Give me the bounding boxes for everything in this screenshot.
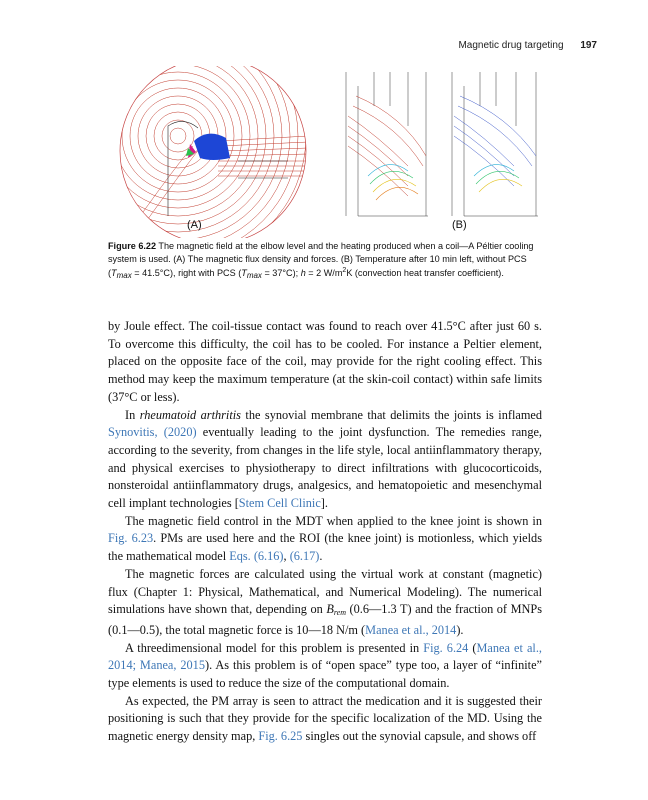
caption-subscript: max (246, 271, 262, 281)
equation-link[interactable]: Eqs. (6.16) (229, 549, 284, 564)
text-run: ). (456, 622, 464, 637)
paragraph-1: by Joule effect. The coil-tissue contact was found to reach over 41.5°C after just 60 s. To overcome this difficulty, the coil has to be cooled. For instance a Peltier element, placed on the opposite face of the coil, may provide for the right cooling effect. This method may keep the maximum temperature (at the skin-coil contact) within safe limits (37°C or less). (108, 319, 542, 404)
figure-caption (108, 240, 542, 283)
citation-link[interactable]: Manea et al., 2014 (365, 622, 457, 637)
page-number: 197 (580, 40, 597, 51)
panel-a-label: (A) (187, 219, 202, 231)
subscript: rem (333, 608, 346, 618)
text-run: ). As this problem is of “open space” type too, a layer of “infinite” type elements is used to reduce the size of the computational domain. (108, 658, 542, 691)
caption-text: = 41.5°C), right with PCS ( (131, 268, 242, 279)
text-run: . PMs are used here and the ROI (the knee joint) is motionless, which yields the mathematical model (108, 531, 542, 564)
panel-b-left-temperature (346, 72, 428, 216)
text-run: ( (468, 640, 477, 655)
paragraph-3 (108, 513, 542, 566)
emphasis: rheumatoid arthritis (139, 407, 241, 422)
body-text (108, 318, 542, 746)
text-run: . (319, 549, 323, 564)
text-run: eventually leading to the joint dysfunction. The remedies range, according to the severity, from changes in the life style, local antiinflammatory therapy, and physical exercises to physiotherapy to direct infiltrations with glucocorticoids, nonsteroidal antiinflammatory drugs, analgesics, and hematopoietic and mesenchymal cell implant technologies [ (108, 425, 542, 511)
caption-superscript: 2 (342, 267, 347, 275)
caption-symbol: T (241, 268, 247, 279)
equation-link[interactable]: (6.17) (289, 549, 320, 564)
caption-text: K (convection heat transfer coefficient). (346, 268, 504, 279)
text-run: , (283, 549, 290, 564)
figure-6-22-image (108, 66, 548, 238)
panel-b-right-temperature (452, 72, 538, 216)
running-header (458, 40, 597, 51)
paragraph-2 (108, 407, 542, 513)
text-run: (0.6—1.3 T) and the fraction of MNPs (0.1—0.5), the total magnetic force is 10—18 N/m ( (108, 602, 543, 637)
text-run: The magnetic field control in the MDT when applied to the knee joint is shown in (125, 513, 542, 528)
text-run: The magnetic forces are calculated using the virtual work at constant (magnetic) flux (Chapter 1: Physical, Mathematical, and Numerical Modeling). The numerical simulations have shown that, depending on (108, 566, 542, 617)
figure-link[interactable]: Fig. 6.23 (108, 531, 154, 546)
citation-link[interactable]: Manea et al., 2014; Manea, 2015 (108, 640, 542, 673)
citation-link[interactable]: Synovitis, (2020) (108, 425, 197, 440)
caption-text: = 2 W/m (305, 268, 343, 279)
figure-link[interactable]: Fig. 6.24 (423, 640, 469, 655)
text-run: A threedimensional model for this problem is presented in (125, 640, 424, 655)
paragraph-4 (108, 566, 542, 640)
text-run: In (125, 407, 140, 422)
text-run: ]. (320, 496, 328, 511)
caption-symbol: T (111, 268, 117, 279)
citation-link[interactable]: Stem Cell Clinic (238, 496, 321, 511)
text-run: the synovial membrane that delimits the joints is inflamed (240, 407, 542, 422)
caption-label: Figure 6.22 (108, 241, 157, 251)
symbol: B (326, 602, 334, 617)
paragraph-5 (108, 640, 542, 693)
paragraph-6 (108, 693, 542, 746)
running-title: Magnetic drug targeting (458, 40, 564, 51)
caption-text: The magnetic field at the elbow level and the heating produced when a coil—A Péltier cooling system is used. (A) The magnetic flux density and forces. (B) Temperature after 10 min left, without PCS ( (108, 241, 534, 279)
caption-symbol: h (300, 268, 306, 279)
text-run: As expected, the PM array is seen to attract the medication and it is suggested their positioning is such that they provide for the specific localization of the MD. Using the magnetic energy density map, (108, 693, 542, 744)
figure-link[interactable]: Fig. 6.25 (258, 729, 303, 744)
caption-subscript: max (116, 271, 132, 281)
caption-text: = 37°C); (261, 268, 301, 279)
panel-a-flux-plot (108, 66, 308, 238)
text-run: singles out the synovial capsule, and shows off (302, 729, 537, 744)
panel-b-label: (B) (452, 219, 467, 231)
